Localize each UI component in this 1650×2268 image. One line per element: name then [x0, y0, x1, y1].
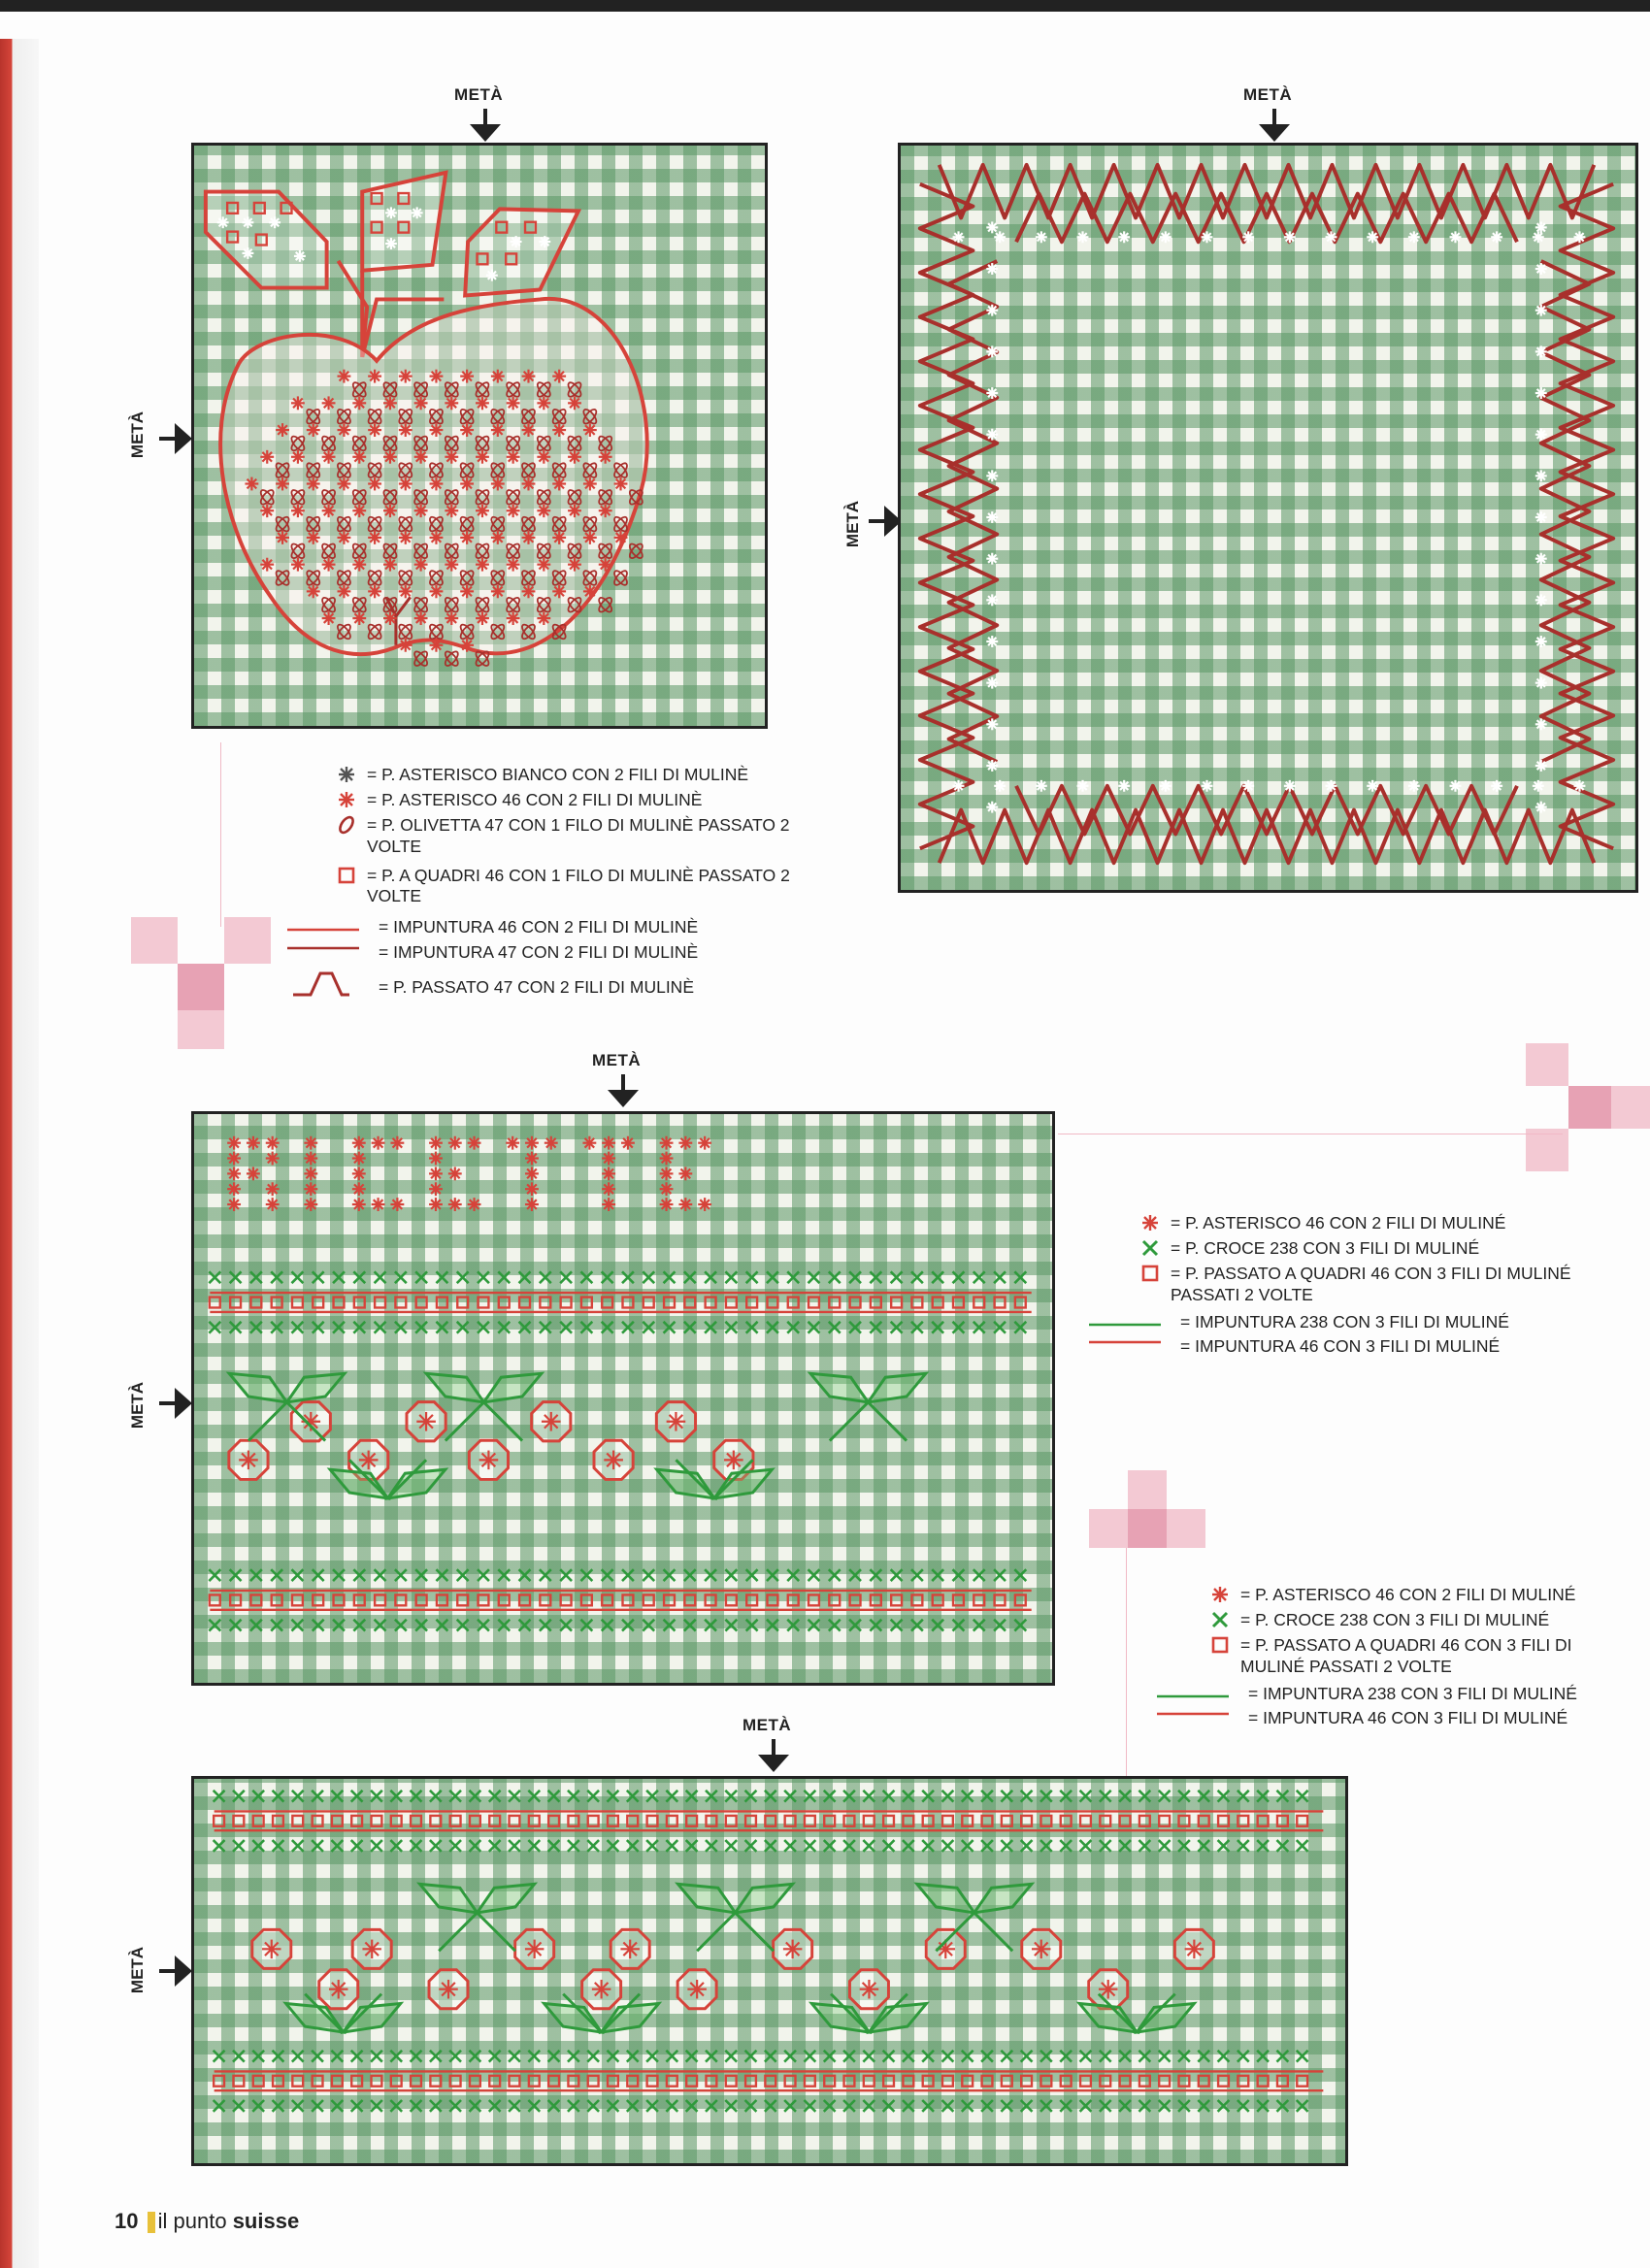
strip-pattern [194, 1779, 1345, 2163]
line-red-icon [1155, 1708, 1233, 1727]
legend-item: = IMPUNTURA 46 CON 3 FILI DI MULINÉ [1087, 1336, 1640, 1358]
line-green-icon [1087, 1312, 1165, 1331]
legend-item: = IMPUNTURA 47 CON 2 FILI DI MULINÈ [285, 942, 875, 964]
magazine-spine [0, 39, 39, 2268]
square-icon [1205, 1635, 1235, 1655]
deco-square [1526, 1129, 1568, 1171]
deco-square [1526, 1043, 1568, 1086]
center-arrow-icon [1259, 124, 1290, 142]
legend-item: = IMPUNTURA 46 CON 3 FILI DI MULINÉ [1155, 1708, 1640, 1729]
chart-strip [191, 1776, 1348, 2166]
deco-line [1126, 1548, 1127, 1781]
line-darkred-icon [285, 942, 363, 962]
center-arrow-icon [175, 1956, 192, 1987]
center-arrow-icon [608, 1090, 639, 1107]
deco-square [1128, 1470, 1167, 1509]
legend-item: = P. PASSATO 47 CON 2 FILI DI MULINÈ [285, 977, 875, 999]
meta-label: METÀ [843, 500, 863, 548]
deco-square [1568, 1086, 1611, 1129]
meta-label: METÀ [592, 1051, 642, 1069]
meta-label: METÀ [128, 1381, 148, 1430]
cross-green-icon [1136, 1238, 1165, 1258]
deco-square [1167, 1509, 1205, 1548]
top-edge [0, 0, 1650, 12]
deco-line [220, 742, 221, 927]
center-arrow-icon [175, 423, 192, 454]
legend-item: = P. PASSATO A QUADRI 46 CON 3 FILI DI MULINÉ PASSATI 2 VOLTE [1205, 1635, 1609, 1678]
chart-apple [191, 143, 768, 729]
meta-label: METÀ [1243, 85, 1293, 104]
magazine-name: suisse [232, 2209, 300, 2233]
line-green-icon [1155, 1684, 1233, 1703]
legend-item: = P. ASTERISCO 46 CON 2 FILI DI MULINÈ [332, 790, 875, 811]
center-arrow-icon [758, 1755, 789, 1772]
legend-item: = IMPUNTURA 46 CON 2 FILI DI MULINÈ [285, 917, 875, 938]
chart-frame [898, 143, 1638, 893]
magazine-prefix: il punto [157, 2209, 227, 2233]
center-arrow-icon [175, 1388, 192, 1419]
page-footer [115, 2209, 299, 2234]
asterisk-red-icon [1136, 1213, 1165, 1233]
apple-pattern [194, 146, 765, 726]
deco-square [178, 964, 224, 1010]
legend-item: = P. ASTERISCO BIANCO CON 2 FILI DI MULINÈ [332, 765, 875, 786]
legend-item: = IMPUNTURA 238 CON 3 FILI DI MULINÉ [1155, 1684, 1640, 1705]
legend-item: = P. ASTERISCO 46 CON 2 FILI DI MULINÉ [1205, 1585, 1640, 1606]
legend-item: = P. PASSATO A QUADRI 46 CON 3 FILI DI MULINÉ PASSATI 2 VOLTE [1136, 1264, 1636, 1306]
passato-icon [285, 970, 363, 999]
page-number: 10 [115, 2209, 139, 2233]
legend-top [332, 765, 875, 1003]
legend-item: = P. ASTERISCO 46 CON 2 FILI DI MULINÉ [1136, 1213, 1640, 1234]
deco-square [224, 917, 271, 964]
asterisk-red-icon [1205, 1585, 1235, 1604]
frame-pattern [901, 146, 1635, 890]
oval-icon [332, 815, 361, 835]
brand-bar [148, 2212, 155, 2233]
legend-item: = IMPUNTURA 238 CON 3 FILI DI MULINÉ [1087, 1312, 1640, 1333]
legend-item: = P. CROCE 238 CON 3 FILI DI MULINÉ [1136, 1238, 1640, 1260]
ricette-pattern [194, 1114, 1052, 1683]
chart-ricette [191, 1111, 1055, 1686]
asterisk-white-icon [332, 765, 361, 784]
line-red-icon [285, 917, 363, 937]
deco-square [1089, 1509, 1128, 1548]
deco-square [131, 917, 178, 964]
legend-item: = P. OLIVETTA 47 CON 1 FILO DI MULINÈ PASSATO 2 VOLTE [332, 815, 794, 858]
legend-item: = P. CROCE 238 CON 3 FILI DI MULINÉ [1205, 1610, 1640, 1631]
deco-square [1611, 1086, 1650, 1129]
deco-square [1128, 1509, 1167, 1548]
deco-square [178, 1010, 224, 1049]
center-arrow-icon [470, 124, 501, 142]
meta-label: METÀ [454, 85, 504, 104]
square-icon [1136, 1264, 1165, 1283]
cross-green-icon [1205, 1610, 1235, 1629]
legend-bottom [1155, 1585, 1640, 1733]
line-red-icon [1087, 1336, 1165, 1356]
legend-middle [1087, 1213, 1640, 1362]
meta-label: METÀ [128, 411, 148, 459]
meta-label: METÀ [742, 1716, 792, 1734]
asterisk-red-icon [332, 790, 361, 809]
meta-label: METÀ [128, 1946, 148, 1994]
legend-item: = P. A QUADRI 46 CON 1 FILO DI MULINÈ PASSATO 2 VOLTE [332, 866, 794, 908]
square-icon [332, 866, 361, 885]
